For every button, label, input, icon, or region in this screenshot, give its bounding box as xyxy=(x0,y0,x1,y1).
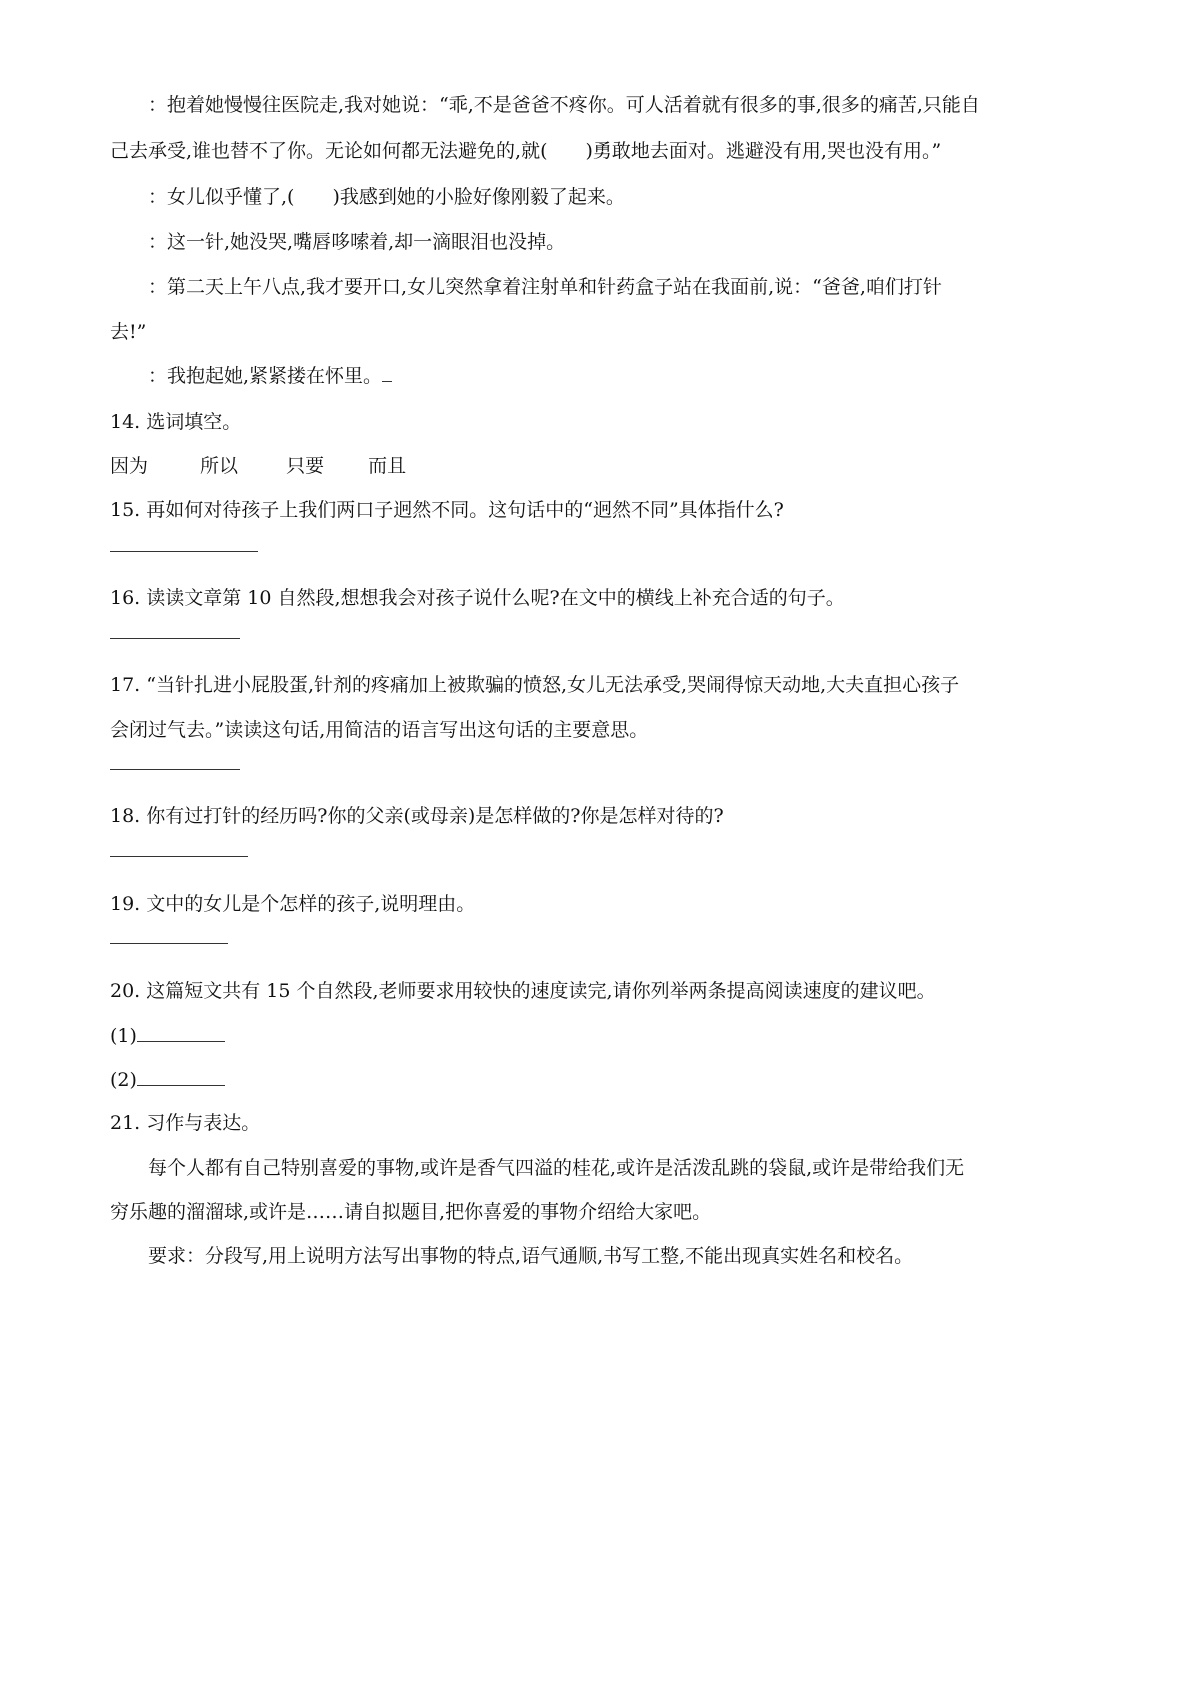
q20-question: 20. 这篇短文共有 15 个自然段,老师要求用较快的速度读完,请你列举两条提高阅读速度的建议吧。 xyxy=(110,980,936,1002)
passage-line-4: ：这一针,她没哭,嘴唇哆嗦着,却一滴眼泪也没掉。 xyxy=(148,231,566,253)
passage-line-6: 去!” xyxy=(110,321,147,343)
word-option: 因为 xyxy=(110,455,149,477)
q17-answer-line[interactable] xyxy=(110,769,240,770)
q21-title: 21. 习作与表达。 xyxy=(110,1112,261,1134)
q17-question-line-1: 17. “当针扎进小屁股蛋,针剂的疼痛加上被欺骗的愤怒,女儿无法承受,哭闹得惊天动地,大夫直担心孩子 xyxy=(110,674,960,696)
q21-body-line-1: 每个人都有自己特别喜爱的事物,或许是香气四溢的桂花,或许是活泼乱跳的袋鼠,或许是带给我们无 xyxy=(148,1157,965,1179)
q19-answer-line[interactable] xyxy=(110,943,228,944)
q20-item-2-label: (2) xyxy=(110,1069,137,1091)
q21-body-line-2: 穷乐趣的溜溜球,或许是……请自拟题目,把你喜爱的事物介绍给大家吧。 xyxy=(110,1201,712,1223)
q20-item-2 xyxy=(110,1067,1100,1093)
q21-requirement: 要求：分段写,用上说明方法写出事物的特点,语气通顺,书写工整,不能出现真实姓名和校名。 xyxy=(148,1245,914,1267)
passage-blank[interactable] xyxy=(382,363,392,382)
q20-item-1-label: (1) xyxy=(110,1025,137,1047)
q15-answer-line[interactable] xyxy=(110,551,258,552)
q14-word-bank xyxy=(110,453,1100,479)
q16-question: 16. 读读文章第 10 自然段,想想我会对孩子说什么呢?在文中的横线上补充合适的句子。 xyxy=(110,587,845,609)
q14-title: 14. 选词填空。 xyxy=(110,411,242,433)
passage-line-7 xyxy=(148,363,1138,389)
q16-answer-line[interactable] xyxy=(110,638,240,639)
passage-line-5: ：第二天上午八点,我才要开口,女儿突然拿着注射单和针药盒子站在我面前,说：“爸爸,咱们打针 xyxy=(148,276,942,298)
q17-question-line-2: 会闭过气去。”读读这句话,用简洁的语言写出这句话的主要意思。 xyxy=(110,719,649,741)
word-option: 只要 xyxy=(286,455,325,477)
q18-question: 18. 你有过打针的经历吗?你的父亲(或母亲)是怎样做的?你是怎样对待的? xyxy=(110,805,724,827)
passage-line-1: ：抱着她慢慢往医院走,我对她说：“乖,不是爸爸不疼你。可人活着就有很多的事,很多的痛苦,只能自 xyxy=(148,94,980,116)
word-option: 而且 xyxy=(368,455,407,477)
word-option: 所以 xyxy=(200,455,239,477)
q20-item-2-blank[interactable] xyxy=(137,1067,225,1086)
q20-item-1 xyxy=(110,1023,1100,1049)
q18-answer-line[interactable] xyxy=(110,856,248,857)
q15-question: 15. 再如何对待孩子上我们两口子迥然不同。这句话中的“迥然不同”具体指什么? xyxy=(110,499,784,521)
q20-item-1-blank[interactable] xyxy=(137,1023,225,1042)
q19-question: 19. 文中的女儿是个怎样的孩子,说明理由。 xyxy=(110,893,476,915)
passage-line-3: ：女儿似乎懂了,( )我感到她的小脸好像刚毅了起来。 xyxy=(148,186,625,208)
passage-line-2: 己去承受,谁也替不了你。无论如何都无法避免的,就( )勇敢地去面对。逃避没有用,哭也没有用。” xyxy=(110,140,942,162)
passage-line-7-text: ：我抱起她,紧紧搂在怀里。 xyxy=(148,365,383,387)
